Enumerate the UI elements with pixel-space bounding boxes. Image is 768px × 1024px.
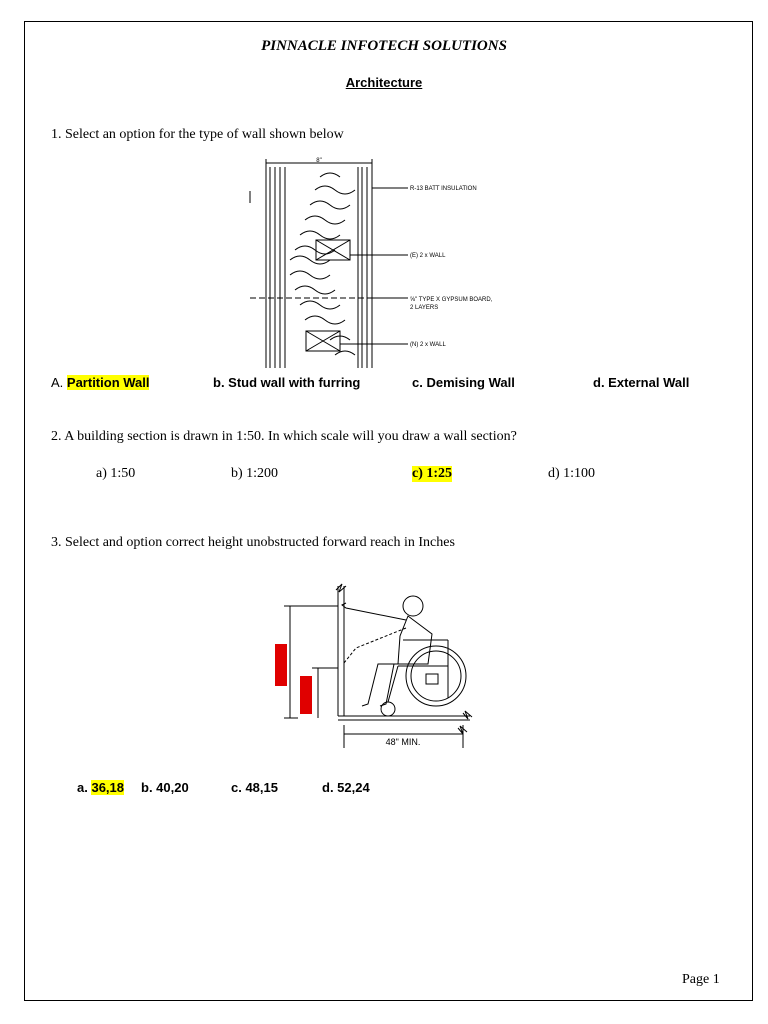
insulation-label: R-13 BATT INSULATION — [410, 186, 477, 192]
q1-option-d: d. External Wall — [593, 375, 690, 390]
forward-reach-figure — [258, 568, 478, 753]
lower-reach-marker — [300, 676, 312, 714]
wall-width-label: 8" — [316, 158, 322, 164]
q3-option-c: c. 48,15 — [231, 780, 278, 795]
q2-option-a: a) 1:50 — [96, 466, 136, 481]
q2-option-c: c) 1:25 — [412, 466, 453, 481]
q2-option-d: d) 1:100 — [548, 466, 596, 481]
q3-option-a-label: 36,18 — [91, 780, 125, 795]
section-title: Architecture — [345, 75, 423, 90]
min-width-label: 48" MIN. — [385, 737, 421, 747]
gypsum-layers-label: 2 LAYERS — [410, 305, 439, 311]
question-1-text: 1. Select an option for the type of wall shown below — [51, 127, 344, 142]
q1-option-c: c. Demising Wall — [412, 375, 515, 390]
q3-option-a — [77, 780, 124, 795]
q1-option-a — [51, 375, 149, 390]
q1-option-a-prefix: A. — [51, 375, 67, 390]
gypsum-label: ⅝" TYPE X GYPSUM BOARD, — [410, 297, 493, 303]
existing-wall-label: (E) 2 x WALL — [410, 253, 446, 259]
question-2-text: 2. A building section is drawn in 1:50. In which scale will you draw a wall section? — [51, 429, 517, 444]
q1-option-a-label: Partition Wall — [66, 375, 150, 390]
q3-option-b: b. 40,20 — [141, 780, 189, 795]
company-title: PINNACLE INFOTECH SOLUTIONS — [261, 38, 507, 54]
page-number: Page 1 — [682, 972, 720, 987]
q3-option-d: d. 52,24 — [322, 780, 370, 795]
question-3-text: 3. Select and option correct height unobstructed forward reach in Inches — [51, 535, 455, 550]
q1-option-b: b. Stud wall with furring — [213, 375, 361, 390]
q3-option-a-prefix: a. — [77, 780, 88, 795]
upper-reach-marker — [275, 644, 287, 686]
wall-section-figure — [240, 155, 500, 370]
new-wall-label: (N) 2 x WALL — [410, 342, 446, 348]
q2-option-b: b) 1:200 — [231, 466, 279, 481]
